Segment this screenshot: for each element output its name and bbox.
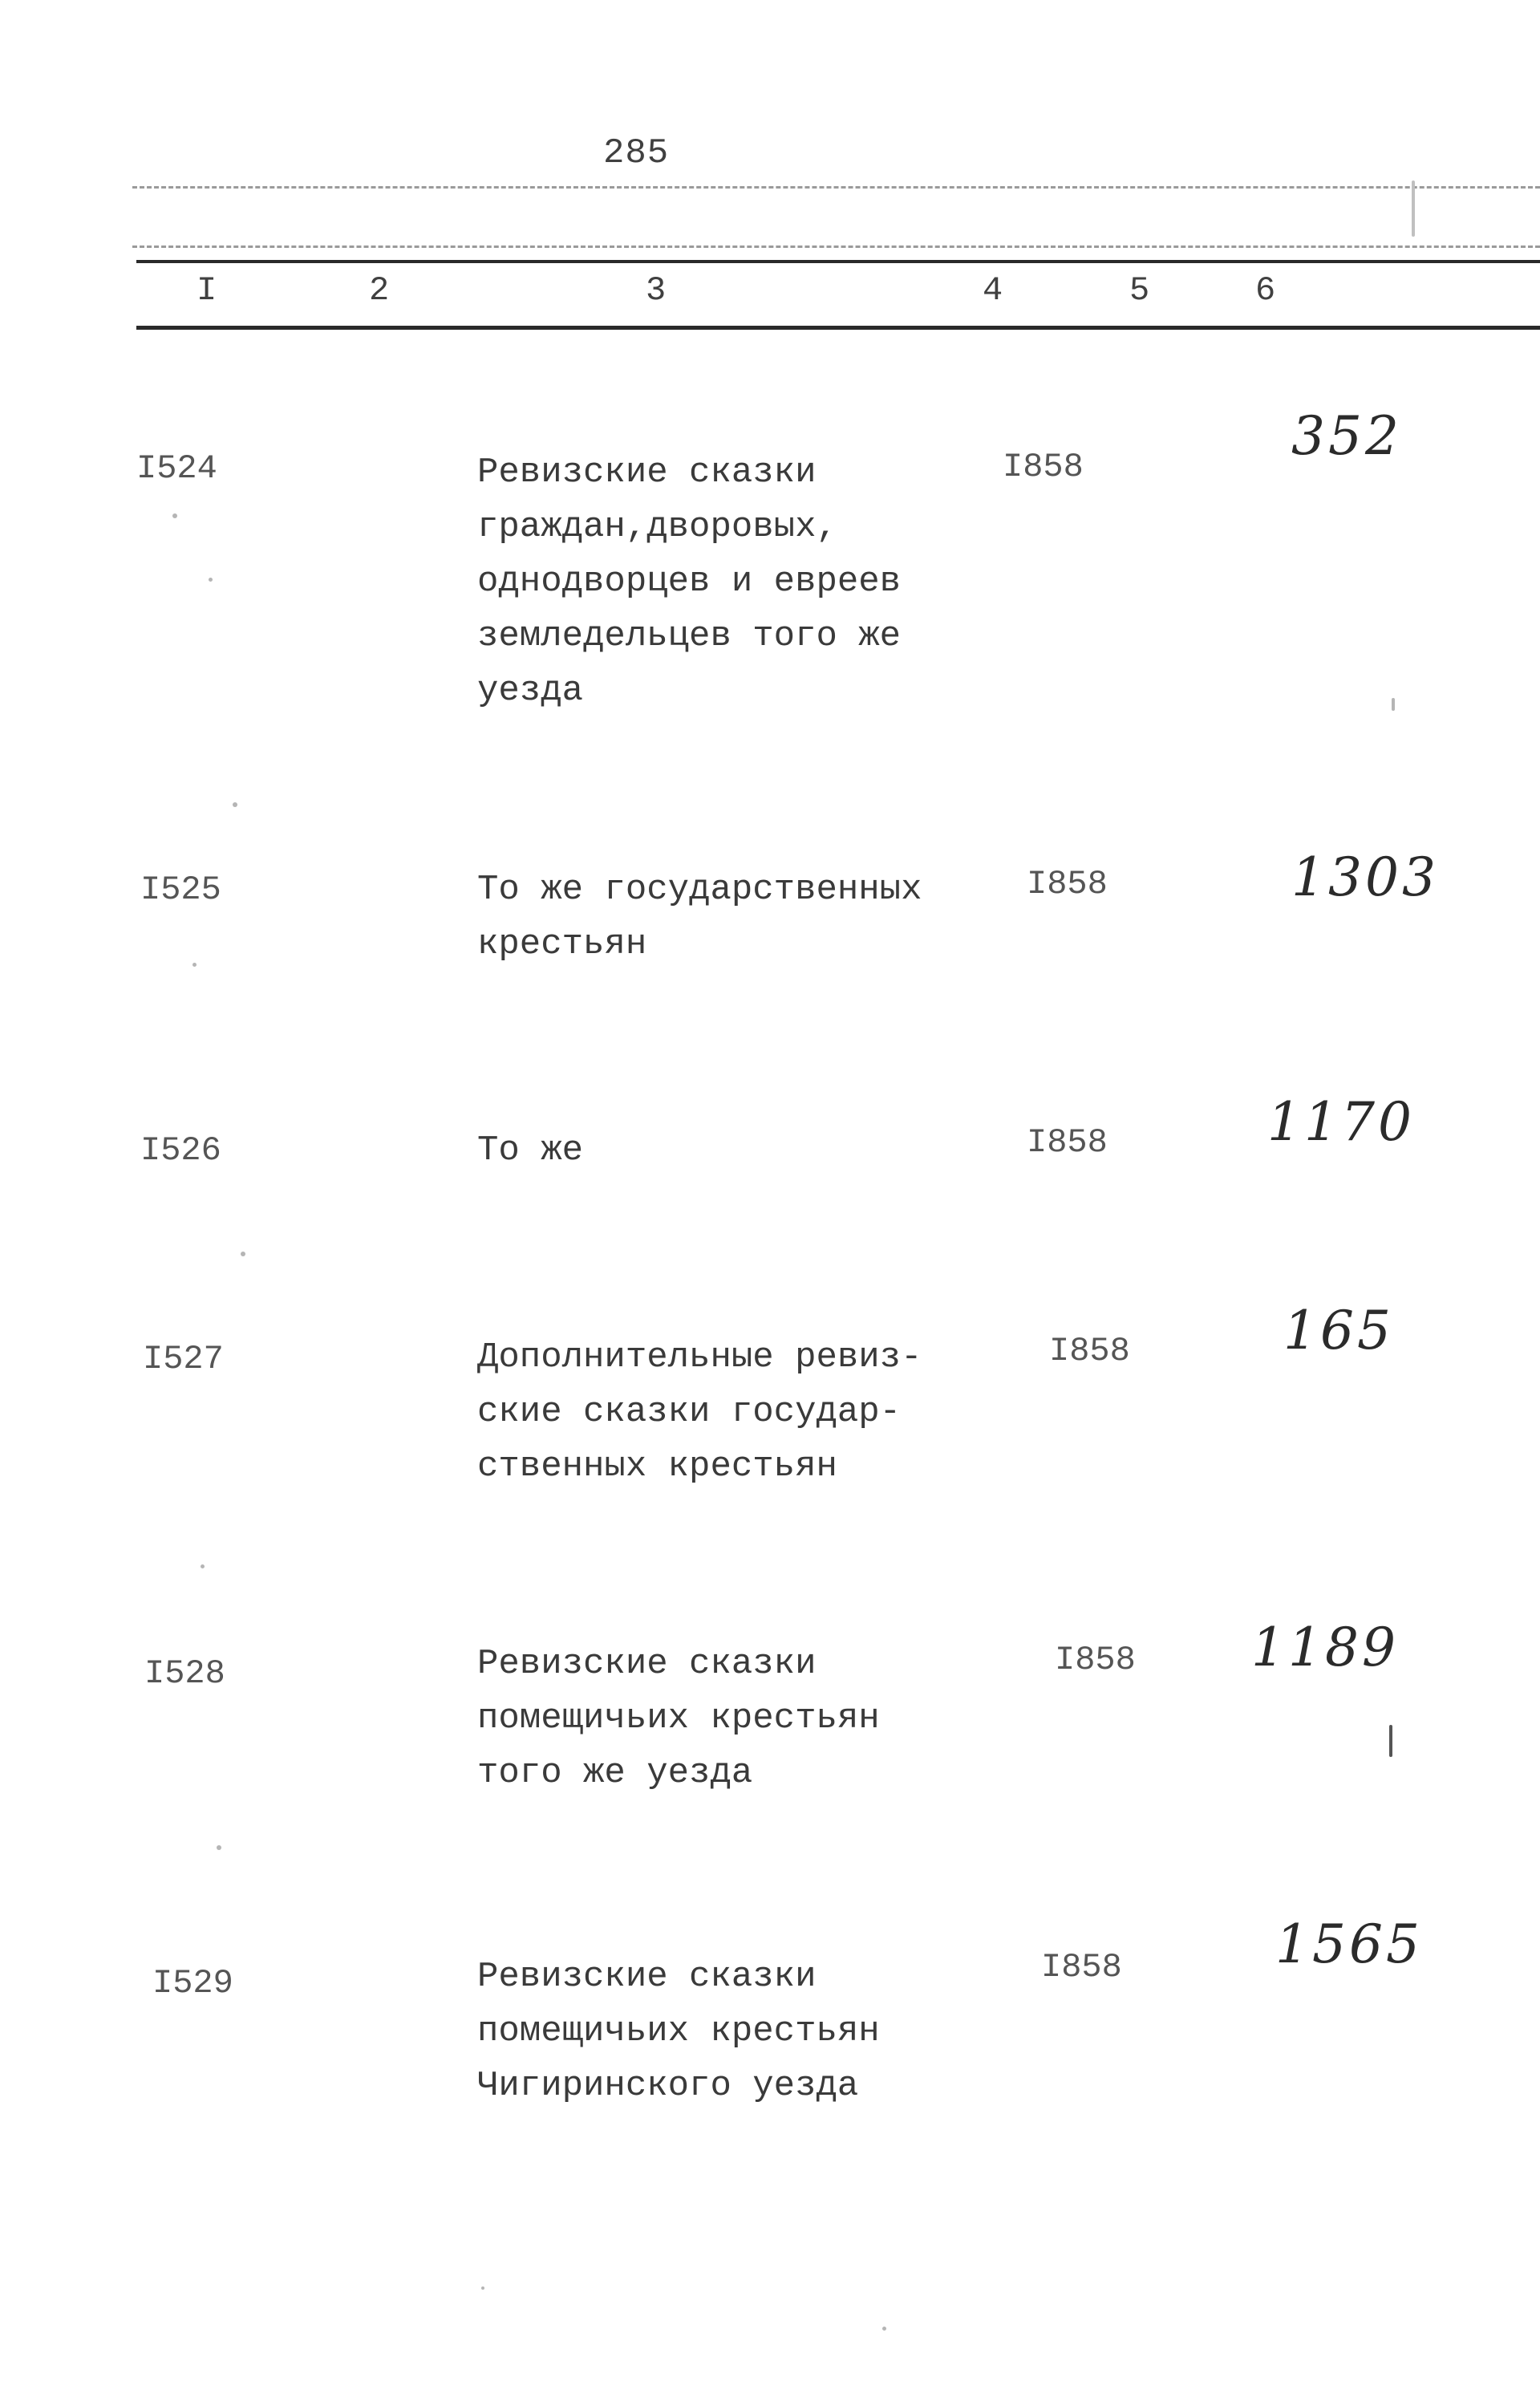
row-description bbox=[477, 862, 975, 972]
row-year: I858 bbox=[1055, 1641, 1136, 1679]
column-header-6: 6 bbox=[1255, 271, 1276, 310]
scan-speck bbox=[481, 2286, 484, 2290]
row-year: I858 bbox=[1027, 865, 1108, 903]
row-year: I858 bbox=[1003, 448, 1084, 486]
column-header-3: 3 bbox=[646, 271, 667, 310]
description-line: Ревизские сказки bbox=[477, 1644, 817, 1684]
description-line: Дополнительные ревиз- bbox=[477, 1337, 922, 1377]
description-line: помещичьих крестьян bbox=[477, 1698, 880, 1739]
scan-speck bbox=[192, 963, 197, 967]
row-number: I529 bbox=[152, 1964, 233, 2002]
row-year: I858 bbox=[1041, 1948, 1122, 1986]
row-description bbox=[477, 445, 975, 718]
column-header-2: 2 bbox=[369, 271, 390, 310]
scan-speck bbox=[1392, 698, 1395, 711]
description-line: ские сказки государ- bbox=[477, 1392, 902, 1432]
row-number: I525 bbox=[140, 870, 221, 909]
row-sheet-count: 1189 bbox=[1251, 1617, 1399, 1678]
pen-mark bbox=[1389, 1725, 1392, 1757]
dashed-guide-line bbox=[132, 245, 1540, 248]
row-number: I526 bbox=[140, 1131, 221, 1170]
description-line: Ревизские сказки bbox=[477, 1957, 817, 1997]
row-description bbox=[477, 1330, 975, 1494]
scan-speck bbox=[241, 1252, 245, 1256]
description-line: граждан,дворовых, bbox=[477, 507, 837, 547]
scan-speck bbox=[172, 513, 177, 518]
description-line: земледельцев того же bbox=[477, 616, 902, 656]
header-top-rule bbox=[136, 260, 1540, 263]
description-line: То же bbox=[477, 1130, 584, 1171]
description-line: того же уезда bbox=[477, 1753, 753, 1793]
row-number: I524 bbox=[136, 449, 217, 488]
description-line: уезда bbox=[477, 671, 584, 711]
row-sheet-count: 1303 bbox=[1291, 846, 1439, 908]
row-sheet-count: 1565 bbox=[1275, 1913, 1423, 1975]
scan-speck bbox=[209, 578, 213, 582]
row-year: I858 bbox=[1027, 1123, 1108, 1162]
row-number: I527 bbox=[143, 1340, 224, 1378]
page-number: 285 bbox=[603, 133, 670, 173]
header-bottom-rule bbox=[136, 326, 1540, 330]
row-sheet-count: 1170 bbox=[1267, 1091, 1415, 1153]
row-description bbox=[477, 1950, 975, 2113]
row-description bbox=[477, 1637, 975, 1800]
description-line: помещичьих крестьян bbox=[477, 2011, 880, 2051]
description-line: однодворцев и евреев bbox=[477, 562, 902, 602]
description-line: То же государственных bbox=[477, 870, 922, 910]
description-line: Ревизские сказки bbox=[477, 452, 817, 493]
row-year: I858 bbox=[1049, 1332, 1130, 1370]
scan-speck bbox=[217, 1845, 221, 1850]
scan-speck bbox=[233, 802, 237, 807]
column-header-4: 4 bbox=[983, 271, 1003, 310]
description-line: Чигиринского уезда bbox=[477, 2066, 859, 2106]
row-number: I528 bbox=[144, 1654, 225, 1693]
scan-speck bbox=[201, 1564, 205, 1568]
column-header-1: I bbox=[197, 271, 217, 310]
scan-speck bbox=[882, 2327, 886, 2331]
description-line: крестьян bbox=[477, 924, 647, 964]
row-sheet-count: 165 bbox=[1283, 1300, 1394, 1361]
dashed-guide-line bbox=[132, 186, 1540, 189]
row-description bbox=[477, 1123, 975, 1178]
description-line: ственных крестьян bbox=[477, 1446, 837, 1487]
column-header-5: 5 bbox=[1129, 271, 1150, 310]
scan-speck bbox=[1412, 181, 1415, 237]
row-sheet-count: 352 bbox=[1291, 405, 1402, 467]
